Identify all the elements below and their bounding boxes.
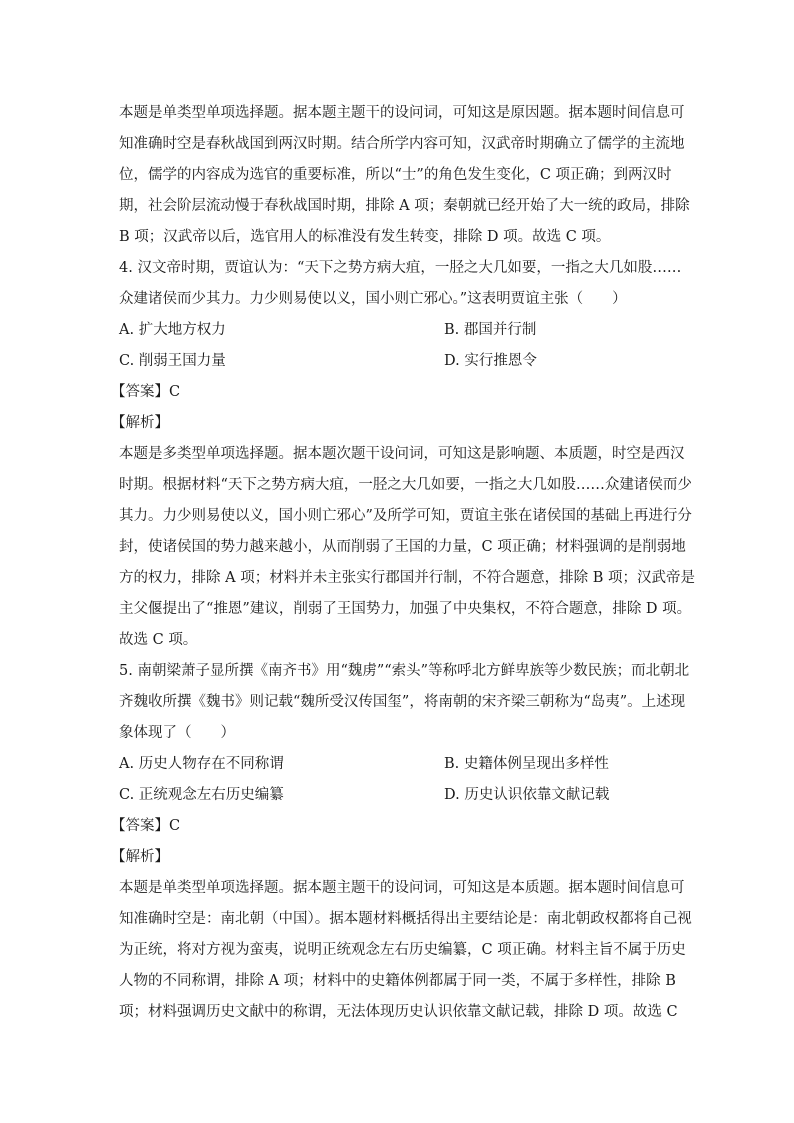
analysis-line: 封，使诸侯国的势力越来越小，从而削弱了王国的力量，C 项正确；材料强调的是削弱地 (119, 539, 686, 555)
option-b: B. 史籍体例呈现出多样性 (444, 756, 609, 772)
analysis-line: 人物的不同称谓，排除 A 项；材料中的史籍体例都属于同一类，不属于多样性，排除 B (119, 973, 676, 989)
options-row (119, 346, 675, 377)
option-a: A. 历史人物存在不同称谓 (119, 756, 284, 772)
text-line: B 项；汉武帝以后，选官用人的标准没有发生转变，排除 D 项。故选 C 项。 (119, 229, 611, 245)
analysis-line: 时期。根据材料“天下之势方病大疽，一胫之大几如要，一指之大几如股……众建诸侯而少 (119, 477, 692, 493)
question-4 (111, 253, 696, 656)
analysis-label: 【解析】 (111, 849, 169, 865)
question-stem: 众建诸侯而少其力。力少则易使以义，国小则亡邪心。”这表明贾谊主张（ ） (119, 291, 627, 307)
analysis-line: 为正统，将对方视为蛮夷，说明正统观念左右历史编纂，C 项正确。材料主旨不属于历史 (119, 942, 686, 958)
analysis-line: 其力。力少则易使以义，国小则亡邪心”及所学可知，贾谊主张在诸侯国的基础上再进行分 (119, 508, 692, 524)
question-stem: 齐魏收所撰《魏书》则记载“魏所受汉传国玺”，将南朝的宋齐梁三朝称为“岛夷”。上述现 (119, 694, 686, 710)
option-d: D. 历史认识依靠文献记载 (444, 787, 610, 803)
option-b: B. 郡国并行制 (444, 322, 537, 338)
analysis-line: 本题是多类型单项选择题。据本题次题干设问词，可知这是影响题、本质题，时空是西汉 (119, 446, 685, 462)
question-stem: 4. 汉文帝时期，贾谊认为：“天下之势方病大疽，一胫之大几如要，一指之大几如股…… (119, 260, 682, 276)
analysis-label: 【解析】 (111, 415, 169, 431)
question-5 (111, 656, 692, 1028)
options-row (119, 749, 675, 780)
option-a: A. 扩大地方权力 (119, 322, 226, 338)
analysis-line: 主父偃提出了“推恩”建议，削弱了王国势力，加强了中央集权，不符合题意，排除 D 项。 (119, 601, 692, 617)
text-line: 本题是单类型单项选择题。据本题主题干的设问词，可知这是原因题。据本题时间信息可 (119, 105, 685, 121)
analysis-line: 故选 C 项。 (119, 632, 198, 648)
analysis-line: 方的权力，排除 A 项；材料并未主张实行郡国并行制，不符合题意，排除 B 项；汉武帝是 (119, 570, 696, 586)
answer-label: 【答案】C (111, 384, 181, 400)
options-row (119, 780, 675, 811)
text-line: 期，社会阶层流动慢于春秋战国时期，排除 A 项；秦朝就已经开始了大一统的政局，排除 (119, 198, 690, 214)
q3-explanation (119, 98, 690, 253)
options-row (119, 315, 675, 346)
analysis-line: 项；材料强调历史文献中的称谓，无法体现历史认识依靠文献记载，排除 D 项。故选 C (119, 1004, 678, 1020)
analysis-line: 知准确时空是：南北朝（中国）。据本题材料概括得出主要结论是：南北朝政权都将自己视 (119, 911, 692, 927)
analysis-line: 本题是单类型单项选择题。据本题主题干的设问词，可知这是本质题。据本题时间信息可 (119, 880, 685, 896)
option-d: D. 实行推恩令 (444, 353, 537, 369)
option-c: C. 正统观念左右历史编纂 (119, 787, 284, 803)
question-stem: 象体现了（ ） (119, 725, 235, 741)
question-stem: 5. 南朝梁萧子显所撰《南齐书》用“魏虏”“索头”等称呼北方鲜卑族等少数民族；而北朝北 (119, 663, 690, 679)
text-line: 知准确时空是春秋战国到两汉时期。结合所学内容可知，汉武帝时期确立了儒学的主流地 (119, 136, 685, 152)
answer-label: 【答案】C (111, 818, 181, 834)
document-body (111, 98, 696, 1028)
text-line: 位，儒学的内容成为选官的重要标准，所以“士”的角色发生变化，C 项正确；到两汉时 (119, 167, 672, 183)
option-c: C. 削弱王国力量 (119, 353, 226, 369)
